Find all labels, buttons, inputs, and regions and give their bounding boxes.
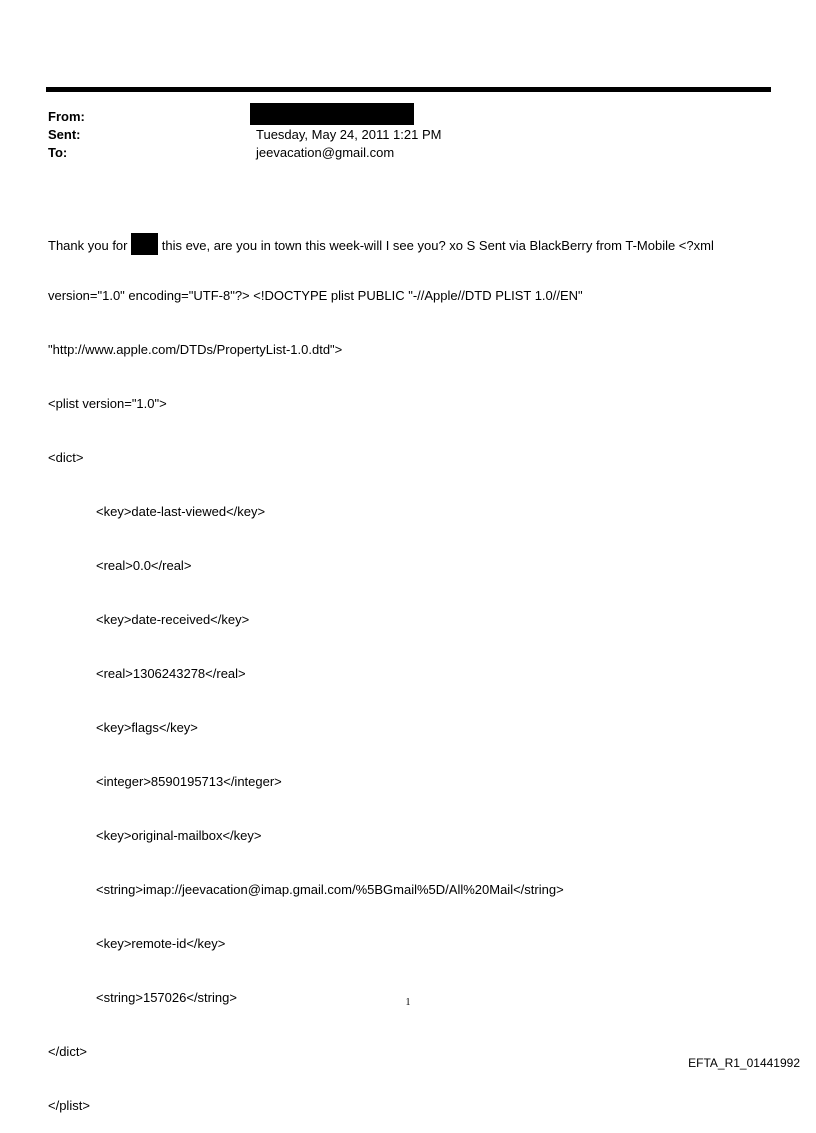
dict-line: <key>flags</key> <box>96 720 198 735</box>
header-rule <box>46 87 771 92</box>
dict-line: <key>original-mailbox</key> <box>96 828 262 843</box>
body-text-b: this eve, are you in town this week-will I see you? xo S Sent via BlackBerry from T-Mobile <?xml <box>158 238 714 253</box>
to-label: To: <box>48 145 68 160</box>
dict-line: <real>1306243278</real> <box>96 666 246 681</box>
dict-line: <key>remote-id</key> <box>96 936 226 951</box>
sent-value: Tuesday, May 24, 2011 1:21 PM <box>256 127 442 142</box>
body-text-a: Thank you for <box>48 238 132 253</box>
close-plist-line: </plist> <box>48 1098 90 1113</box>
dict-line: <key>date-received</key> <box>96 612 250 627</box>
body-line-3: "http://www.apple.com/DTDs/PropertyList-1.0.dtd"> <box>48 342 343 357</box>
body-line-1 <box>48 233 773 251</box>
dict-line: <string>157026</string> <box>96 990 237 1005</box>
body-line-4: <plist version="1.0"> <box>48 396 167 411</box>
sent-label: Sent: <box>48 127 81 142</box>
dict-line: <string>imap://jeevacation@imap.gmail.com/%5BGmail%5D/All%20Mail</string> <box>96 882 564 897</box>
from-label: From: <box>48 109 85 124</box>
to-value: jeevacation@gmail.com <box>256 145 395 160</box>
dict-line: <integer>8590195713</integer> <box>96 774 282 789</box>
redaction-box-inline <box>131 233 158 255</box>
close-dict-line: </dict> <box>48 1044 88 1059</box>
dict-line: <key>date-last-viewed</key> <box>96 504 266 519</box>
body-line-2: version="1.0" encoding="UTF-8"?> <!DOCTYPE plist PUBLIC "-//Apple//DTD PLIST 1.0//EN" <box>48 288 583 303</box>
redaction-box-sender <box>250 103 414 125</box>
body-line-5: <dict> <box>48 450 84 465</box>
email-body <box>48 197 773 1133</box>
dict-line: <real>0.0</real> <box>96 558 192 573</box>
page-number: 1 <box>405 997 411 1008</box>
bates-number: EFTA_R1_01441992 <box>688 1056 800 1070</box>
